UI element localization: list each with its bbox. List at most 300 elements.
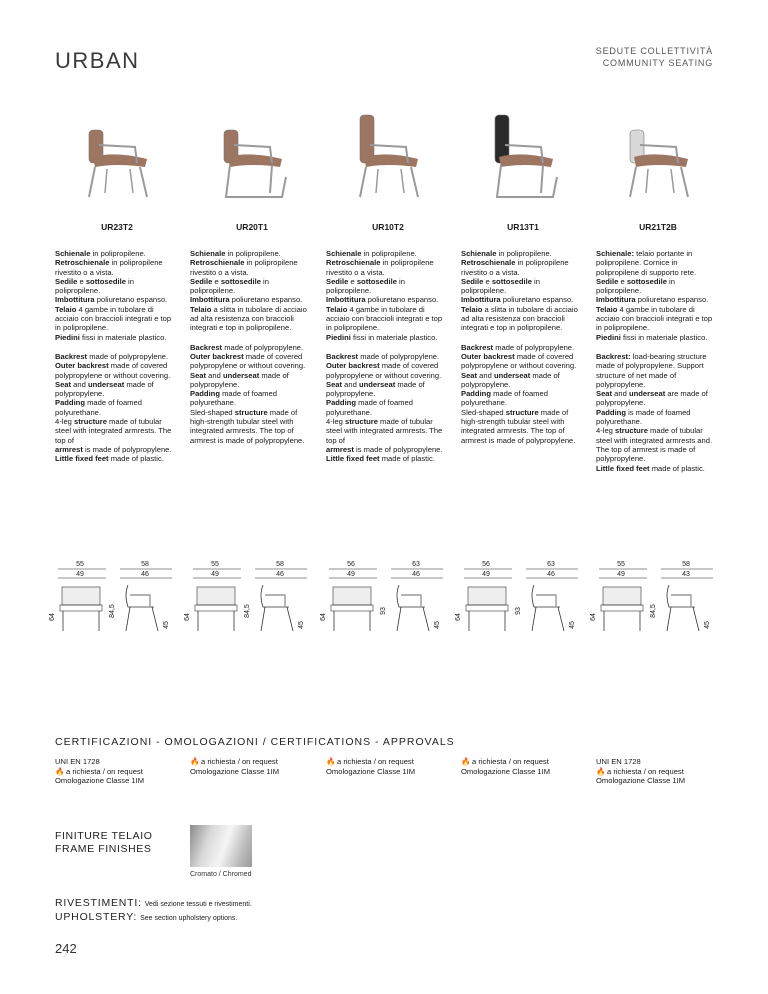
desc-text: made of covered polypropylene or without covering. — [461, 351, 577, 371]
desc-line — [55, 445, 179, 454]
chrome-swatch — [190, 825, 252, 867]
flame-icon: 🔥 — [326, 757, 336, 766]
desc-bold: Telaio — [461, 304, 483, 314]
desc-line — [326, 445, 450, 454]
dim-width-seat: 49 — [482, 571, 490, 578]
desc-bold: Telaio — [596, 304, 618, 314]
desc-bold: underseat — [87, 379, 125, 389]
desc-line — [596, 408, 720, 427]
desc-line — [596, 389, 720, 408]
dim-width-seat: 49 — [347, 571, 355, 578]
desc-bold: Schienale — [190, 249, 226, 258]
desc-text: in polipropilene. — [596, 276, 675, 296]
cert-homologation: Omologazione Classe 1IM — [55, 776, 145, 785]
desc-line — [326, 398, 450, 417]
dim-depth-overall: 63 — [412, 561, 420, 568]
dim-width-seat: 49 — [617, 571, 625, 578]
page-number: 242 — [55, 941, 77, 956]
desc-text: made of tubular steel with integrated armrests. The top of — [55, 417, 172, 445]
dim-depth-seat: 43 — [682, 571, 690, 578]
flame-icon: 🔥 — [461, 757, 471, 766]
dim-seat-height: 45 — [298, 621, 305, 629]
desc-bold: Padding — [461, 389, 491, 399]
desc-text: made of foamed polyurethane. — [326, 398, 413, 417]
chrome-swatch-label: Cromato / Chromed — [190, 871, 252, 878]
desc-line — [326, 249, 450, 258]
desc-line — [326, 295, 450, 304]
desc-text: made of tubular steel with integrated armrests. The top of — [326, 417, 443, 445]
cert-request — [55, 767, 179, 777]
certification-block — [461, 757, 585, 776]
cert-request — [461, 757, 585, 767]
desc-bold: Backrest — [190, 342, 223, 352]
desc-bold: Retroschienale — [461, 258, 516, 268]
desc-bold: Little fixed feet — [55, 454, 109, 464]
desc-line — [55, 258, 179, 277]
desc-bold: Outer backrest — [461, 351, 515, 361]
certification-block — [596, 757, 720, 786]
desc-bold: Seat — [596, 389, 613, 399]
desc-text: made of polypropylene. — [358, 351, 440, 361]
desc-text: fissi in materiale plastico. — [620, 332, 708, 342]
desc-text: 4-leg — [326, 417, 345, 427]
cert-request — [190, 757, 314, 767]
desc-text: a slitta in tubolare di acciaio ad alta resistenza con braccioli integrati e top in polipropilene. — [190, 304, 307, 333]
desc-line — [55, 361, 179, 380]
description-it — [190, 249, 314, 333]
dim-height-front: 64 — [590, 613, 597, 621]
cert-homologation: Omologazione Classe 1IM — [326, 766, 416, 776]
desc-bold: Schienale — [461, 249, 497, 258]
desc-text: in polipropilene rivestito o a vista. — [190, 258, 298, 277]
desc-bold: Padding — [596, 407, 626, 417]
finishes-title — [55, 830, 153, 856]
desc-text: poliuretano espanso. — [500, 295, 574, 305]
desc-bold: underseat — [358, 379, 396, 389]
dim-seat-height: 45 — [163, 621, 170, 629]
desc-bold: structure — [505, 407, 539, 417]
desc-line — [190, 352, 314, 371]
cert-homologation: Omologazione Classe 1IM — [190, 766, 280, 776]
desc-text: made of covered polypropylene or without covering. — [55, 361, 171, 380]
desc-line — [326, 333, 450, 342]
dimension-drawing — [591, 555, 721, 635]
desc-bold: Seat — [326, 379, 343, 389]
desc-text: and — [71, 379, 88, 389]
desc-bold: sottosedile — [220, 276, 261, 286]
desc-bold: Imbottitura — [190, 295, 230, 305]
desc-bold: Schienale: — [596, 249, 634, 258]
desc-line — [55, 352, 179, 361]
desc-line — [596, 352, 720, 389]
desc-bold: Backrest — [55, 351, 88, 361]
desc-line — [326, 361, 450, 380]
desc-bold: Imbottitura — [55, 295, 95, 305]
desc-line — [326, 417, 450, 445]
description-en — [55, 352, 179, 464]
desc-bold: Sedile — [596, 276, 619, 286]
description-en — [190, 343, 314, 445]
desc-text: made of plastic. — [108, 454, 164, 464]
desc-text: made of polypropylene. — [326, 379, 425, 399]
desc-line — [190, 371, 314, 390]
desc-text: in polipropilene rivestito o a vista. — [55, 258, 163, 277]
desc-line — [190, 408, 314, 445]
desc-line — [596, 305, 720, 333]
description-it — [55, 249, 179, 342]
chair-photo — [461, 105, 585, 205]
desc-text: made of polypropylene. — [222, 342, 304, 352]
desc-line — [461, 277, 585, 296]
desc-bold: Retroschienale — [326, 258, 381, 268]
desc-text: and — [206, 370, 223, 380]
desc-bold: underseat — [628, 389, 666, 399]
desc-bold: Imbottitura — [596, 295, 636, 305]
dim-width-overall: 55 — [211, 561, 219, 568]
desc-line — [55, 333, 179, 342]
desc-text: e — [348, 276, 357, 286]
desc-text: is made of polypropylene. — [353, 444, 443, 454]
desc-text: made of tubular steel with integrated armrests and. The top of armrest is made of polypropylene. — [596, 426, 713, 464]
desc-line — [326, 305, 450, 333]
desc-text: poliuretano espanso. — [94, 295, 168, 305]
desc-text: poliuretano espanso. — [365, 295, 439, 305]
chair-photo — [55, 105, 179, 205]
desc-bold: Piedini — [55, 332, 80, 342]
desc-text: made of plastic. — [379, 454, 435, 464]
desc-bold: structure — [234, 407, 268, 417]
desc-bold: structure — [615, 426, 648, 436]
dimension-drawing — [321, 555, 451, 635]
desc-bold: sottosedile — [85, 276, 126, 286]
desc-bold: Piedini — [596, 332, 621, 342]
desc-text: telaio portante in polipropilene. Cornice in polipropilene di supporto rete. — [596, 249, 697, 277]
desc-bold: sottosedile — [491, 276, 532, 286]
flame-icon: 🔥 — [596, 766, 606, 776]
desc-line — [190, 389, 314, 408]
description-en — [596, 352, 720, 473]
desc-bold: Outer backrest — [55, 361, 109, 371]
desc-text: 4-leg — [596, 426, 615, 436]
page-title: URBAN — [55, 48, 140, 73]
dim-height-front: 64 — [455, 613, 462, 621]
product-description — [596, 249, 720, 473]
desc-bold: Outer backrest — [326, 361, 380, 371]
cert-request-text: a richiesta / on request — [607, 766, 684, 776]
cert-homologation: Omologazione Classe 1IM — [596, 776, 686, 785]
desc-line — [596, 333, 720, 342]
dim-height-total: 93 — [380, 607, 387, 615]
desc-text: in polipropilene. — [225, 249, 281, 258]
desc-text: 4-leg — [55, 417, 74, 427]
desc-line — [190, 249, 314, 258]
dim-depth-overall: 58 — [682, 561, 690, 568]
dim-width-seat: 49 — [211, 571, 219, 578]
desc-text: e — [77, 276, 86, 286]
desc-text: made of foamed polyurethane. — [461, 389, 548, 408]
chair-photo — [596, 105, 720, 205]
desc-text: 4 gambe in tubolare di acciaio con braccioli integrati e top in polipropilene. — [326, 304, 443, 333]
dim-height-front: 64 — [320, 613, 327, 621]
desc-text: 4 gambe in tubolare di acciaio con braccioli integrati e top in polipropilene. — [55, 304, 172, 333]
chair-photo — [326, 105, 450, 205]
desc-bold: Retroschienale — [190, 258, 245, 268]
dim-depth-seat: 46 — [276, 571, 284, 578]
description-it — [596, 249, 720, 342]
desc-bold: Sedile — [461, 276, 484, 286]
desc-bold: Backrest: — [596, 351, 631, 361]
section-label-en: COMMUNITY SEATING — [602, 58, 713, 68]
description-en — [326, 352, 450, 464]
flame-icon: 🔥 — [190, 757, 200, 766]
dimension-drawing — [456, 555, 586, 635]
desc-text: e — [618, 276, 627, 286]
desc-line — [596, 464, 720, 473]
dim-width-overall: 56 — [347, 561, 355, 568]
desc-text: in polipropilene. — [361, 249, 417, 258]
desc-line — [461, 295, 585, 304]
desc-line — [596, 426, 720, 463]
desc-line — [461, 343, 585, 352]
desc-line — [461, 249, 585, 258]
dim-depth-overall: 58 — [141, 561, 149, 568]
desc-line — [55, 398, 179, 417]
desc-text: made of foamed polyurethane. — [55, 398, 142, 417]
cert-request — [326, 757, 450, 767]
desc-text: made of polypropylene. — [87, 351, 169, 361]
desc-bold: Schienale — [326, 249, 362, 258]
desc-bold: armrest — [326, 444, 354, 454]
upholstery-info — [55, 897, 252, 925]
desc-line — [55, 380, 179, 399]
desc-line — [326, 380, 450, 399]
cert-standard: UNI EN 1728 — [55, 757, 100, 766]
desc-text: made of high-strength tubular steel with integrated armrests. The top of armrest is made of polypropylene. — [461, 407, 576, 445]
product-description — [190, 249, 314, 445]
desc-line — [55, 454, 179, 463]
desc-text: load-bearing structure made of polypropylene. Support structure of net made of polypropylene. — [596, 351, 707, 389]
desc-line — [326, 277, 450, 296]
desc-line — [190, 295, 314, 304]
description-it — [461, 249, 585, 333]
desc-text: and — [612, 389, 629, 399]
desc-bold: Backrest — [326, 351, 359, 361]
desc-bold: Padding — [326, 398, 356, 408]
desc-text: e — [483, 276, 492, 286]
cert-request-text: a richiesta / on request — [201, 757, 278, 766]
description-en — [461, 343, 585, 445]
desc-text: made of polypropylene. — [493, 342, 575, 352]
desc-line — [596, 277, 720, 296]
desc-text: in polipropilene. — [496, 249, 552, 258]
certification-block — [190, 757, 314, 776]
desc-text: e — [212, 276, 221, 286]
dimension-drawing — [185, 555, 315, 635]
desc-bold: Outer backrest — [190, 351, 244, 361]
desc-text: 4 gambe in tubolare di acciaio con braccioli integrati e top in polipropilene. — [596, 304, 713, 333]
dim-seat-height: 45 — [704, 621, 711, 629]
desc-line — [596, 249, 720, 277]
desc-line — [461, 371, 585, 390]
cert-homologation: Omologazione Classe 1IM — [461, 766, 551, 776]
certifications-title: CERTIFICAZIONI - OMOLOGAZIONI / CERTIFICATIONS - APPROVALS — [55, 736, 455, 748]
desc-text: in polipropilene. — [190, 276, 269, 296]
desc-bold: underseat — [493, 370, 531, 380]
desc-text: Sled-shaped — [461, 407, 506, 417]
desc-text: poliuretano espanso. — [635, 295, 709, 305]
dim-height-front: 64 — [184, 613, 191, 621]
desc-bold: Padding — [190, 389, 220, 399]
dim-width-overall: 55 — [76, 561, 84, 568]
dim-height-total: 84,5 — [244, 604, 251, 618]
desc-bold: Seat — [55, 379, 72, 389]
desc-line — [55, 249, 179, 258]
desc-bold: Telaio — [55, 304, 77, 314]
dim-height-total: 84,5 — [650, 604, 657, 618]
flame-icon: 🔥 — [55, 766, 65, 776]
desc-bold: Sedile — [55, 276, 78, 286]
upholstery-text-it: Vedi sezione tessuti e rivestimenti. — [144, 901, 252, 908]
desc-line — [55, 305, 179, 333]
desc-text: in polipropilene rivestito o a vista. — [326, 258, 434, 277]
dim-width-seat: 49 — [76, 571, 84, 578]
product-code: UR21T2B — [639, 222, 677, 232]
desc-text: made of polypropylene. — [55, 379, 154, 399]
cert-request-text: a richiesta / on request — [337, 757, 414, 766]
certification-block — [326, 757, 450, 776]
cert-request-text: a richiesta / on request — [66, 766, 143, 776]
desc-bold: Little fixed feet — [326, 454, 380, 464]
desc-bold: Sedile — [326, 276, 349, 286]
cert-request — [596, 767, 720, 777]
dim-width-overall: 55 — [617, 561, 625, 568]
desc-text: poliuretano espanso. — [229, 295, 303, 305]
desc-text: in polipropilene. — [55, 276, 134, 296]
finishes-title-it: FINITURE TELAIO — [55, 830, 153, 842]
upholstery-text-en: See section upholstery options. — [140, 915, 238, 922]
product-description — [461, 249, 585, 445]
section-label — [596, 45, 713, 69]
desc-text: are made of polypropylene. — [596, 389, 708, 408]
dim-depth-seat: 46 — [547, 571, 555, 578]
dim-width-overall: 56 — [482, 561, 490, 568]
desc-bold: Retroschienale — [55, 258, 110, 268]
desc-text: is made of polypropylene. — [82, 444, 172, 454]
dim-height-front: 64 — [49, 613, 56, 621]
cert-standard: UNI EN 1728 — [596, 757, 641, 766]
desc-line — [190, 277, 314, 296]
desc-text: and — [477, 370, 494, 380]
desc-bold: Telaio — [326, 304, 348, 314]
desc-bold: structure — [345, 417, 378, 427]
desc-text: made of polypropylene. — [190, 370, 289, 389]
desc-text: made of polypropylene. — [461, 370, 560, 389]
desc-line — [326, 454, 450, 463]
desc-line — [190, 305, 314, 333]
desc-bold: structure — [74, 417, 107, 427]
chair-photo — [190, 105, 314, 205]
desc-text: Sled-shaped — [190, 407, 235, 417]
cert-request-text: a richiesta / on request — [472, 757, 549, 766]
product-description — [326, 249, 450, 464]
desc-text: made of high-strength tubular steel with integrated armrests. The top of armrest is made of polypropylene. — [190, 407, 305, 445]
desc-text: is made of foamed polyurethane. — [596, 407, 691, 427]
desc-text: fissi in materiale plastico. — [350, 332, 438, 342]
desc-text: made of covered polypropylene or without covering. — [190, 351, 306, 371]
dim-depth-seat: 46 — [412, 571, 420, 578]
desc-line — [461, 258, 585, 277]
finishes-title-en: FRAME FINISHES — [55, 843, 152, 855]
desc-text: made of foamed polyurethane. — [190, 389, 277, 408]
product-code: UR23T2 — [101, 222, 133, 232]
desc-text: in polipropilene. — [326, 276, 405, 296]
dim-depth-overall: 63 — [547, 561, 555, 568]
desc-text: in polipropilene. — [461, 276, 540, 296]
product-code: UR13T1 — [507, 222, 539, 232]
section-label-it: SEDUTE COLLETTIVITÀ — [595, 46, 713, 56]
desc-text: in polipropilene. — [90, 249, 146, 258]
desc-line — [190, 343, 314, 352]
desc-bold: Sedile — [190, 276, 213, 286]
dim-depth-seat: 46 — [141, 571, 149, 578]
desc-bold: sottosedile — [626, 276, 667, 286]
dim-seat-height: 45 — [569, 621, 576, 629]
product-description — [55, 249, 179, 464]
desc-bold: Padding — [55, 398, 85, 408]
certification-block — [55, 757, 179, 786]
desc-bold: Seat — [190, 370, 207, 380]
desc-text: made of covered polypropylene or without covering. — [326, 361, 442, 380]
desc-bold: Backrest — [461, 342, 494, 352]
dim-height-total: 84,5 — [109, 604, 116, 618]
dimension-drawing — [50, 555, 180, 635]
desc-text: in polipropilene rivestito o a vista. — [461, 258, 569, 277]
dim-seat-height: 45 — [434, 621, 441, 629]
desc-line — [461, 305, 585, 333]
upholstery-label-it: RIVESTIMENTI: — [55, 897, 142, 909]
dim-height-total: 93 — [515, 607, 522, 615]
desc-line — [190, 258, 314, 277]
desc-line — [461, 389, 585, 408]
desc-line — [461, 352, 585, 371]
desc-text: a slitta in tubolare di acciaio ad alta resistenza con braccioli integrati e top in polipropilene. — [461, 304, 578, 333]
desc-bold: underseat — [222, 370, 260, 380]
desc-line — [461, 408, 585, 445]
product-code: UR20T1 — [236, 222, 268, 232]
desc-bold: armrest — [55, 444, 83, 454]
desc-bold: Imbottitura — [461, 295, 501, 305]
desc-line — [55, 277, 179, 296]
desc-bold: sottosedile — [356, 276, 397, 286]
desc-text: and — [342, 379, 359, 389]
desc-text: fissi in materiale plastico. — [79, 332, 167, 342]
desc-bold: Telaio — [190, 304, 212, 314]
desc-bold: Seat — [461, 370, 478, 380]
product-code: UR10T2 — [372, 222, 404, 232]
desc-text: made of plastic. — [649, 463, 705, 473]
desc-bold: Piedini — [326, 332, 351, 342]
desc-line — [326, 352, 450, 361]
upholstery-label-en: UPHOLSTERY: — [55, 911, 138, 923]
description-it — [326, 249, 450, 342]
desc-bold: Imbottitura — [326, 295, 366, 305]
desc-line — [596, 295, 720, 304]
desc-bold: Schienale — [55, 249, 91, 258]
desc-line — [326, 258, 450, 277]
desc-line — [55, 295, 179, 304]
dim-depth-overall: 58 — [276, 561, 284, 568]
desc-bold: Little fixed feet — [596, 463, 650, 473]
